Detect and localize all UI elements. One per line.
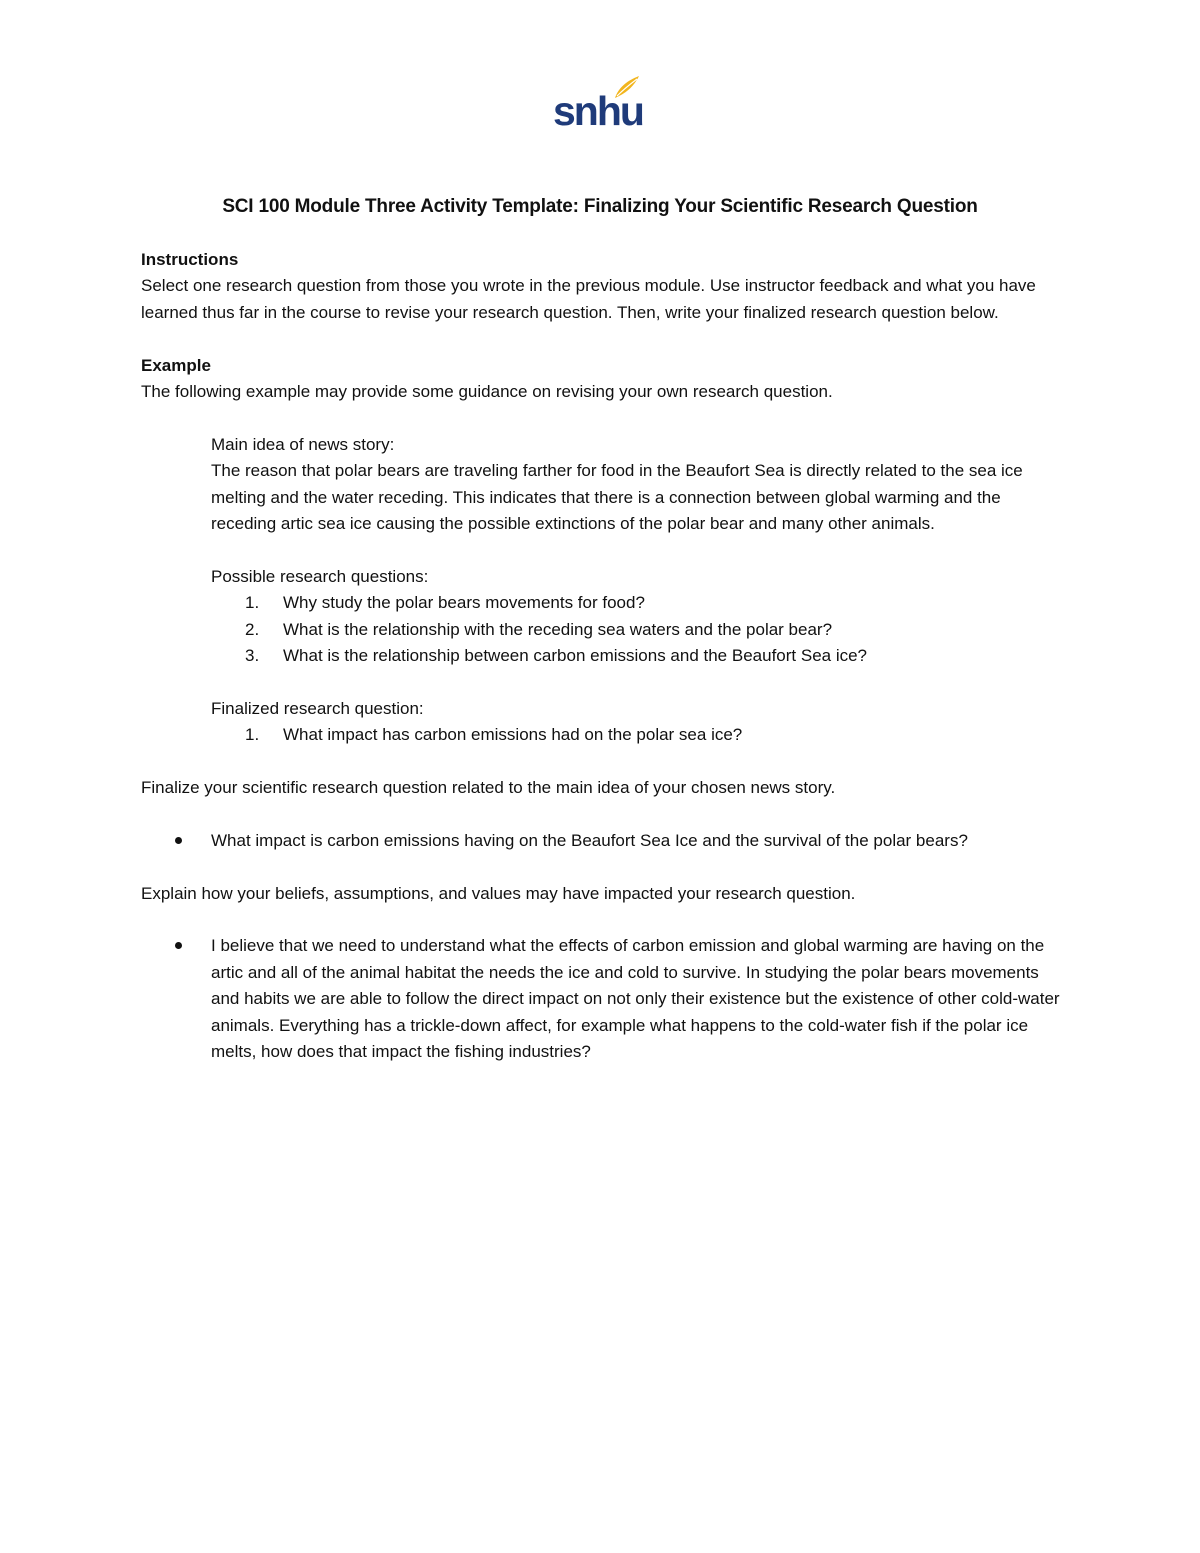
finalize-prompt: Finalize your scientific research question related to the main idea of your chosen news story. xyxy=(141,778,836,798)
snhu-logo xyxy=(553,74,641,134)
example-block xyxy=(141,432,1066,590)
finalized-question-label: Finalized research question: xyxy=(211,698,424,718)
bullet-icon xyxy=(175,942,182,949)
finalize-answer: What impact is carbon emissions having on the Beaufort Sea Ice and the survival of the polar bears? xyxy=(141,828,1066,854)
list-item: 3. What is the relationship between carbon emissions and the Beaufort Sea ice? xyxy=(245,646,868,666)
page-title: SCI 100 Module Three Activity Template: Finalizing Your Scientific Research Question xyxy=(222,196,978,217)
example-intro: The following example may provide some guidance on revising your own research question. xyxy=(141,382,833,402)
list-item: 2. What is the relationship with the receding sea waters and the polar bear? xyxy=(245,619,833,639)
list-item: 1. Why study the polar bears movements for food? xyxy=(245,593,645,613)
document-body xyxy=(141,247,1066,1065)
possible-questions-label: Possible research questions: xyxy=(211,566,429,586)
main-idea-label: Main idea of news story: xyxy=(211,434,395,454)
instructions-body: Select one research question from those you wrote in the previous module. Use instructor feedback and what you have learned thus far in the course to revise your research question. Then, write your finalized research question below. xyxy=(141,276,1036,322)
list-item: 1. What impact has carbon emissions had on the polar sea ice? xyxy=(245,725,743,745)
explain-answer-list xyxy=(141,933,1066,1065)
explain-prompt: Explain how your beliefs, assumptions, and values may have impacted your research question. xyxy=(141,883,856,903)
explain-answer: I believe that we need to understand what the effects of carbon emission and global warming are having on the artic and all of the animal habitat the needs the ice and cold to survive. In studying the polar bears movements and habits we are able to follow the direct impact on not only their existence but the existence of other cold-water animals. Everything has a trickle-down affect, for example what happens to the cold-water fish if the polar ice melts, how does that impact the fishing industries? xyxy=(141,933,1066,1065)
bullet-icon xyxy=(175,837,182,844)
example-heading: Example xyxy=(141,355,211,375)
finalized-questions-list xyxy=(141,722,1066,748)
possible-questions-list xyxy=(141,590,1066,669)
logo-text: snhu xyxy=(553,88,643,134)
finalize-answer-list xyxy=(141,828,1066,854)
main-idea-text: The reason that polar bears are traveling farther for food in the Beaufort Sea is directly related to the sea ice melting and the water receding. This indicates that there is a connection between global warming and the receding artic sea ice causing the possible extinctions of the polar bear and many other animals. xyxy=(211,461,1023,534)
instructions-heading: Instructions xyxy=(141,250,239,269)
